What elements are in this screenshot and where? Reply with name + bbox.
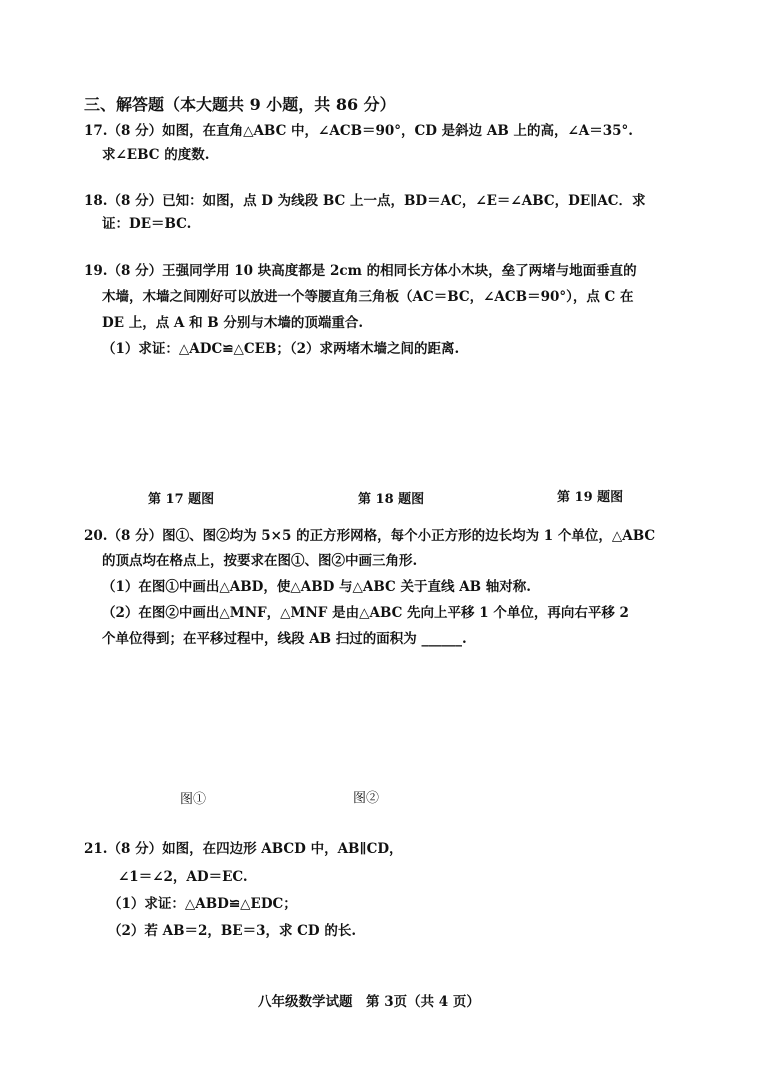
q20-line3: （1）在图①中画出△ABD，使△ABD 与△ABC 关于直线 AB 轴对称. [102,579,531,595]
q21-line1: 21.（8 分）如图，在四边形 ABCD 中，AB∥CD， [84,841,403,857]
fig19-label-A: A [531,399,539,412]
fig18-label-A: A [410,401,418,414]
fig21-label-2: 2 [596,941,603,954]
fig19-label-B: B [630,361,639,374]
q19-line3: DE 上，点 A 和 B 分别与木墙的顶端重合. [102,315,364,331]
q20-line4: （2）在图②中画出△MNF，△MNF 是由△ABC 先向上平移 1 个单位，再向右平移 2 [102,605,629,621]
fig18-line-BA [330,415,414,453]
fig18-label-D: D [385,457,394,470]
grid1-triangle-ABC [150,680,216,746]
q21-line3: （1）求证：△ABD≌△EDC； [108,896,297,912]
grid2-triangle-ABC [317,680,383,746]
q20-line5: 个单位得到；在平移过程中，线段 AB 扫过的面积为 ______. [102,631,467,647]
q19-line1: 19.（8 分）王强同学用 10 块高度都是 2cm 的相同长方体小木块，垒了两堵与地面垂直的 [84,263,637,279]
fig21-label-D: D [472,950,481,963]
fig17-label-E: E [242,358,251,371]
caption-fig17: 第 17 题图 [148,492,215,507]
fig21-angle-2-arc [607,947,608,953]
fig18-line-AC [414,415,452,453]
fig18-label-B: B [325,457,334,470]
grid1-label-B: B [218,748,229,764]
fig19-label-D: D [531,447,540,460]
grid2-label-B: B [385,748,396,764]
q18-line2: 证：DE＝BC. [102,216,192,232]
caption-fig19: 第 19 题图 [557,490,624,505]
q19-line2: 木墙，木墙之间刚好可以放进一个等腰直角三角板（AC＝BC，∠ACB＝90°），点 C 在 [102,289,634,305]
caption-grid2: 图② [353,791,380,806]
fig18-label-C: C [456,449,465,462]
grid1-label-A: A [135,672,146,688]
grid1-label-C: C [154,748,165,764]
caption-fig18: 第 18 题图 [358,492,425,507]
fig21-line-BD [484,850,583,953]
fig19-hole [582,407,598,423]
fig17-line-CD [185,416,219,465]
fig21-line-EC [519,916,625,953]
q21-line4: （2）若 AB＝2，BE＝3，求 CD 的长. [108,923,357,939]
caption-grid1: 图① [180,792,207,807]
q19-line4: （1）求证：△ADC≌△CEB；（2）求两堵木墙之间的距离. [102,341,460,357]
fig19-label-C: C [598,447,607,460]
q21-line2: ∠1＝∠2，AD＝EC. [118,869,248,885]
fig17-label-D: D [176,405,185,418]
fig18-label-E: E [297,357,306,370]
grid2-label-C: C [321,748,332,764]
q18-line1: 18.（8 分）已知：如图，点 D 为线段 BC 上一点，BD＝AC，∠E＝∠ABC，DE∥AC．求 [84,193,646,209]
q20-line2: 的顶点均在格点上，按要求在图①、图②中画三角形. [102,553,418,569]
fig17-label-C: C [214,466,223,479]
section-title: 三、解答题（本大题共 9 小题，共 86 分） [84,95,396,114]
fig21-label-C: C [627,950,636,963]
fig21-label-A: A [520,837,528,850]
fig21-label-B: B [582,837,591,850]
q17-line2: 求∠EBC 的度数. [102,147,210,163]
fig21-angle-1-arc [494,942,498,953]
fig17-label-A: A [112,464,120,477]
fig21-label-E: E [512,902,521,915]
fig21-label-1: 1 [497,921,504,934]
q17-line1: 17.（8 分）如图，在直角△ABC 中，∠ACB＝90°，CD 是斜边 AB 上的高，∠A＝35°. [84,123,633,139]
fig19-label-E: E [630,447,639,460]
q20-line1: 20.（8 分）图①、图②均为 5×5 的正方形网格，每个小正方形的边长均为 1 个单位，△ABC [84,528,656,544]
fig21-quad-ABCD [484,850,625,953]
page-footer: 八年级数学试题 第 3页（共 4 页） [258,994,480,1010]
fig17-label-B: B [212,380,221,393]
grid2-label-A: A [302,672,313,688]
